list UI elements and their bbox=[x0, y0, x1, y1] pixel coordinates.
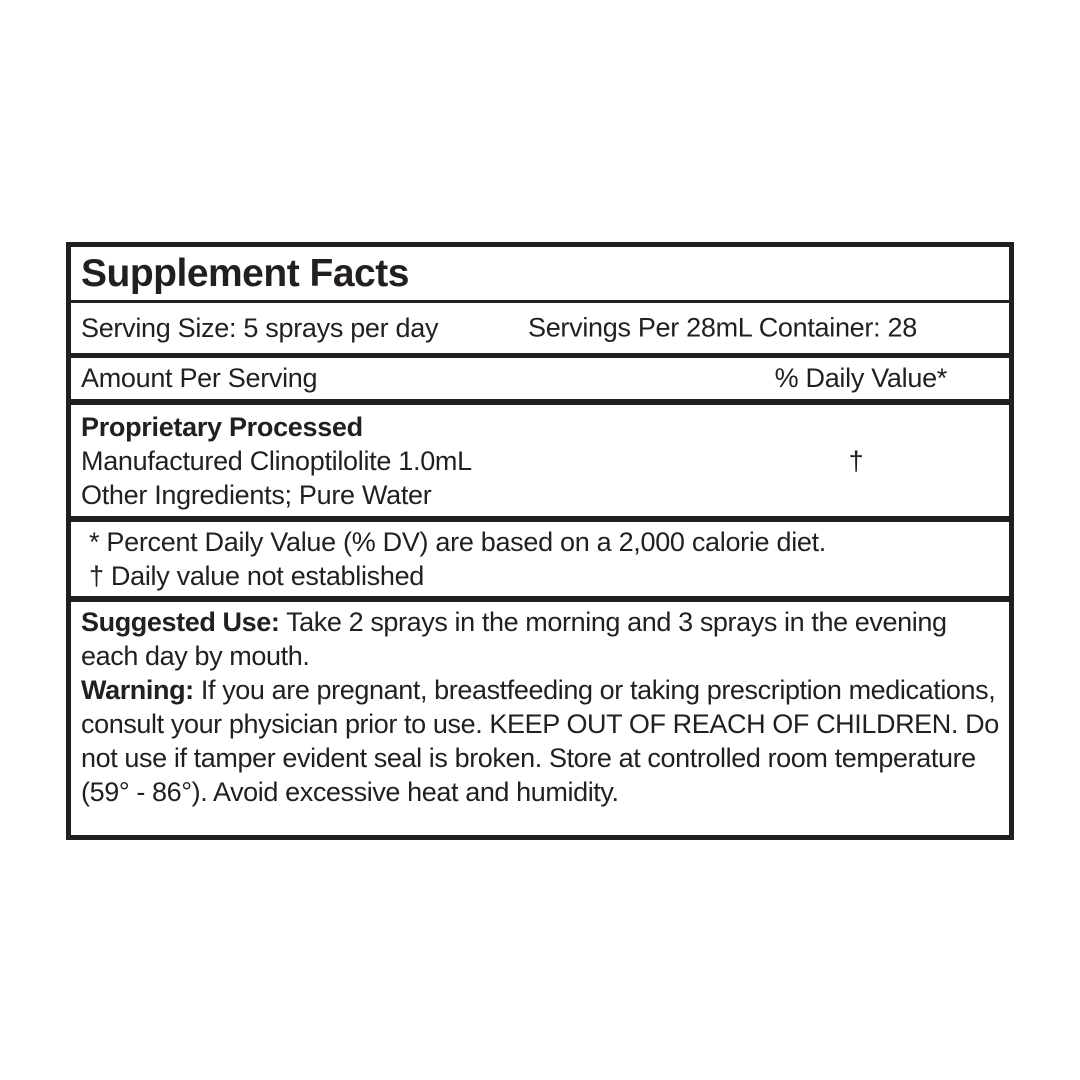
suggested-use-label: Suggested Use: bbox=[81, 607, 280, 637]
amount-per-serving-label: Amount Per Serving bbox=[81, 363, 318, 393]
daily-value-dagger: † bbox=[848, 446, 864, 476]
ingredients-heading: Proprietary Processed bbox=[81, 412, 363, 442]
warning-text: If you are pregnant, breastfeeding or taking prescription medications, consult your physician prior to use. KEEP OUT OF REACH OF CHILDREN. Do not use if tamper evident seal is broken. Store at controlled room temperature (59° - 86°). Avoid excessive heat and humidity. bbox=[81, 675, 999, 807]
amount-header-row bbox=[71, 358, 1009, 399]
ingredients-section bbox=[71, 405, 1009, 516]
panel-title: Supplement Facts bbox=[81, 252, 409, 295]
warning-label: Warning: bbox=[81, 675, 194, 705]
daily-value-label: % Daily Value* bbox=[774, 363, 947, 393]
serving-size: Serving Size: 5 sprays per day bbox=[81, 312, 439, 343]
footnote-dagger: † Daily value not established bbox=[89, 561, 425, 591]
servings-per-container: Servings Per 28mL Container: 28 bbox=[528, 312, 917, 343]
ingredient-row: Other Ingredients; Pure Water bbox=[81, 480, 432, 510]
serving-info-row bbox=[71, 303, 1009, 353]
supplement-facts-panel bbox=[66, 242, 1014, 840]
title-row bbox=[71, 247, 1009, 300]
suggested-use-text: Take 2 sprays in the morning and 3 sprays in the evening each day by mouth. bbox=[81, 607, 947, 671]
warning-paragraph bbox=[81, 673, 1001, 809]
ingredient-row: Manufactured Clinoptilolite 1.0mL bbox=[81, 446, 472, 476]
footnotes-section bbox=[71, 522, 1009, 596]
footnote-percent-dv: * Percent Daily Value (% DV) are based on a 2,000 calorie diet. bbox=[89, 527, 827, 557]
directions-section bbox=[71, 602, 1009, 835]
suggested-use-paragraph bbox=[81, 605, 1001, 673]
